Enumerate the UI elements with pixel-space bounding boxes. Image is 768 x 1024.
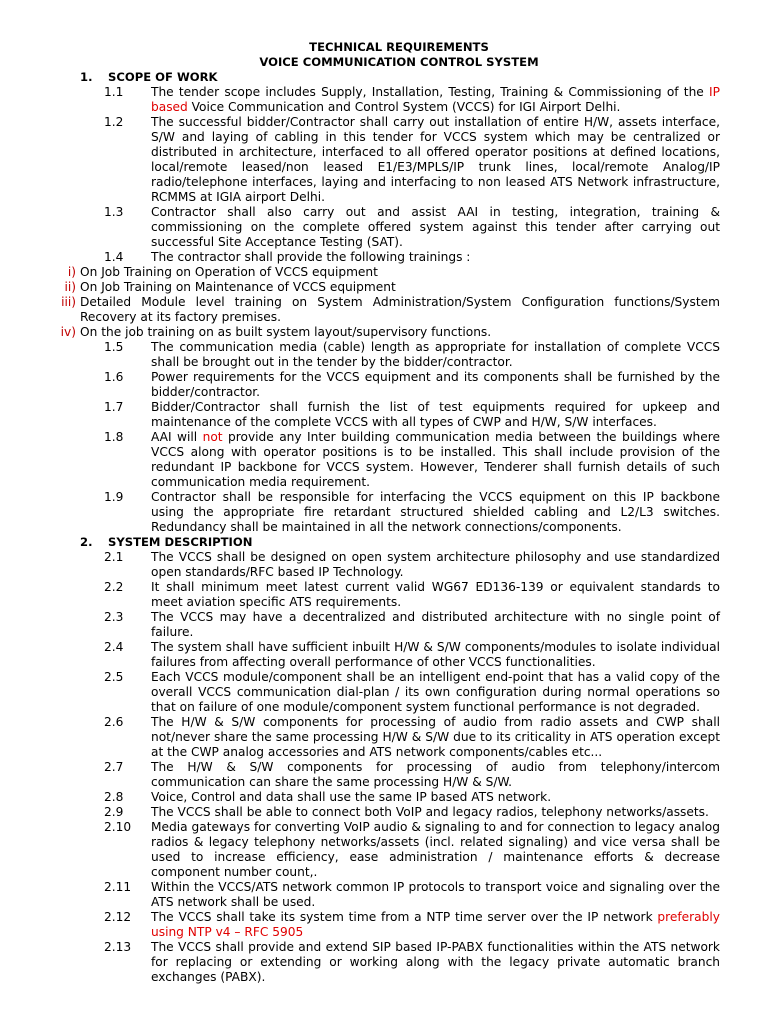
roman-number: i) xyxy=(67,265,76,279)
clause-2-4 xyxy=(0,640,768,670)
training-text: On Job Training on Operation of VCCS equipment xyxy=(80,265,378,279)
clause-text: Media gateways for converting VoIP audio & signaling to and for connection to legacy analog radios & legacy telephony networks/assets (incl. related signaling) and vice versa shall be used to increase efficiency, ease administration / maintenance efforts & decrease component number count,. xyxy=(151,820,720,879)
clause-1-8 xyxy=(0,430,768,490)
section-title: SCOPE OF WORK xyxy=(108,70,218,84)
section-number: 2. xyxy=(80,535,93,549)
clause-number: 1.3 xyxy=(104,205,124,219)
training-text: Detailed Module level training on System Administration/System Configuration functions/System Recovery at its factory premises. xyxy=(80,295,720,324)
clause-number: 1.9 xyxy=(104,490,124,504)
clause-2-2 xyxy=(0,580,768,610)
clause-text: The VCCS shall be able to connect both VoIP and legacy radios, telephony networks/assets. xyxy=(151,805,709,819)
clause-1-6 xyxy=(0,370,768,400)
clause-number: 1.1 xyxy=(104,85,124,99)
clause-text: The VCCS may have a decentralized and distributed architecture with no single point of failure. xyxy=(151,610,720,639)
training-item-i xyxy=(0,265,768,280)
section-title: SYSTEM DESCRIPTION xyxy=(108,535,253,549)
clause-2-6 xyxy=(0,715,768,760)
clause-text: The H/W & S/W components for processing of audio from radio assets and CWP shall not/never share the same processing H/W & S/W due to its criticality in ATS operation except at the CWP analog accessories and ATS network components/cables etc... xyxy=(151,715,720,759)
clause-2-12 xyxy=(0,910,768,940)
clause-text: The contractor shall provide the following trainings : xyxy=(151,250,471,264)
clause-text: The VCCS shall provide and extend SIP based IP-PABX functionalities within the ATS network for replacing or extending or working along with the legacy private automatic branch exchanges (PABX). xyxy=(151,940,720,984)
clause-text: AAI will not provide any Inter building communication media between the buildings where VCCS along with operator positions is to be installed. This shall include provision of the redundant IP backbone for VCCS system. However, Tenderer shall furnish details of such communication media requirement. xyxy=(151,430,720,489)
clause-1-4 xyxy=(0,250,768,265)
clause-text: Each VCCS module/component shall be an intelligent end-point that has a valid copy of the overall VCCS communication dial-plan / its own configuration during normal operations so that on failure of one module/component system functional performance is not degraded. xyxy=(151,670,720,714)
clause-2-9 xyxy=(0,805,768,820)
clause-text: The tender scope includes Supply, Installation, Testing, Training & Commissioning of the IP based Voice Communication and Control System (VCCS) for IGI Airport Delhi. xyxy=(151,85,720,114)
clause-1-5 xyxy=(0,340,768,370)
clause-number: 2.3 xyxy=(104,610,124,624)
section-heading-system-description xyxy=(80,535,768,550)
section-number: 1. xyxy=(80,70,93,84)
clause-text: The H/W & S/W components for processing of audio from telephony/intercom communication can share the same processing H/W & S/W. xyxy=(151,760,720,789)
clause-2-10 xyxy=(0,820,768,880)
clause-number: 1.5 xyxy=(104,340,124,354)
clause-number: 2.8 xyxy=(104,790,124,804)
clause-1-2 xyxy=(0,115,768,205)
clause-2-11 xyxy=(0,880,768,910)
clause-text: Power requirements for the VCCS equipment and its components shall be furnished by the bidder/contractor. xyxy=(151,370,720,399)
clause-number: 2.11 xyxy=(104,880,132,894)
clause-text: Bidder/Contractor shall furnish the list of test equipments required for upkeep and maintenance of the complete VCCS with all types of CWP and H/W, S/W interfaces. xyxy=(151,400,720,429)
training-item-iii xyxy=(0,295,768,325)
training-text: On the job training on as built system layout/supervisory functions. xyxy=(80,325,492,339)
clause-text: Contractor shall also carry out and assist AAI in testing, integration, training & commissioning on the complete offered system against this tender after carrying out successful Site Acceptance Testing (SAT). xyxy=(151,205,720,249)
clause-number: 2.12 xyxy=(104,910,132,924)
clause-text: The successful bidder/Contractor shall carry out installation of entire H/W, assets interface, S/W and laying of cabling in this tender for VCCS system which may be centralized or distributed in architecture, interfaced to all offered operator positions at defined locations, local/remote leased/non leased E1/E3/MPLS/IP trunk lines, local/remote Analog/IP radio/telephone interfaces, laying and interfacing to non leased ATS Network infrastructure, RCMMS at IGIA airport Delhi. xyxy=(151,115,720,204)
document-subtitle: VOICE COMMUNICATION CONTROL SYSTEM xyxy=(259,55,539,69)
clause-number: 2.4 xyxy=(104,640,124,654)
clause-text: The communication media (cable) length as appropriate for installation of complete VCCS shall be brought out in the tender by the bidder/contractor. xyxy=(151,340,720,369)
clause-text: The VCCS shall be designed on open system architecture philosophy and use standardized open standards/RFC based IP Technology. xyxy=(151,550,720,579)
clause-text: Voice, Control and data shall use the same IP based ATS network. xyxy=(151,790,552,804)
clause-1-9 xyxy=(0,490,768,535)
training-item-iv xyxy=(0,325,768,340)
clause-1-7 xyxy=(0,400,768,430)
roman-number: ii) xyxy=(64,280,76,294)
clause-number: 2.9 xyxy=(104,805,124,819)
clause-text: The VCCS shall take its system time from a NTP time server over the IP network preferably using NTP v4 – RFC 5905 xyxy=(151,910,720,939)
clause-1-3 xyxy=(0,205,768,250)
training-text: On Job Training on Maintenance of VCCS equipment xyxy=(80,280,396,294)
document-title: TECHNICAL REQUIREMENTS xyxy=(309,40,489,54)
clause-2-1 xyxy=(0,550,768,580)
clause-1-1 xyxy=(0,85,768,115)
clause-text: Within the VCCS/ATS network common IP protocols to transport voice and signaling over the ATS network shall be used. xyxy=(151,880,720,909)
document-page xyxy=(0,40,768,985)
highlight-ip-based: IP based xyxy=(151,85,720,114)
clause-number: 2.10 xyxy=(104,820,132,834)
training-item-ii xyxy=(0,280,768,295)
section-heading-scope xyxy=(80,70,768,85)
highlight-not: not xyxy=(202,430,223,444)
roman-number: iv) xyxy=(60,325,76,339)
clause-2-7 xyxy=(0,760,768,790)
clause-number: 2.2 xyxy=(104,580,124,594)
clause-number: 2.6 xyxy=(104,715,124,729)
clause-2-13 xyxy=(0,940,768,985)
clause-2-5 xyxy=(0,670,768,715)
clause-number: 1.7 xyxy=(104,400,124,414)
clause-number: 1.8 xyxy=(104,430,124,444)
clause-text: The system shall have sufficient inbuilt H/W & S/W components/modules to isolate individual failures from affecting overall performance of other VCCS functionalities. xyxy=(151,640,720,669)
highlight-ntp: preferably using NTP v4 – RFC 5905 xyxy=(151,910,720,939)
clause-number: 1.2 xyxy=(104,115,124,129)
clause-number: 2.1 xyxy=(104,550,124,564)
clause-text: Contractor shall be responsible for interfacing the VCCS equipment on this IP backbone using the appropriate fire retardant structured shielded cabling and L2/L3 switches. Redundancy shall be maintained in all the network connections/components. xyxy=(151,490,720,534)
clause-number: 2.7 xyxy=(104,760,124,774)
clause-2-8 xyxy=(0,790,768,805)
roman-number: iii) xyxy=(61,295,76,309)
clause-number: 1.4 xyxy=(104,250,124,264)
clause-text: It shall minimum meet latest current valid WG67 ED136-139 or equivalent standards to meet aviation specific ATS requirements. xyxy=(151,580,720,609)
clause-number: 2.5 xyxy=(104,670,124,684)
clause-2-3 xyxy=(0,610,768,640)
clause-number: 1.6 xyxy=(104,370,124,384)
clause-number: 2.13 xyxy=(104,940,132,954)
